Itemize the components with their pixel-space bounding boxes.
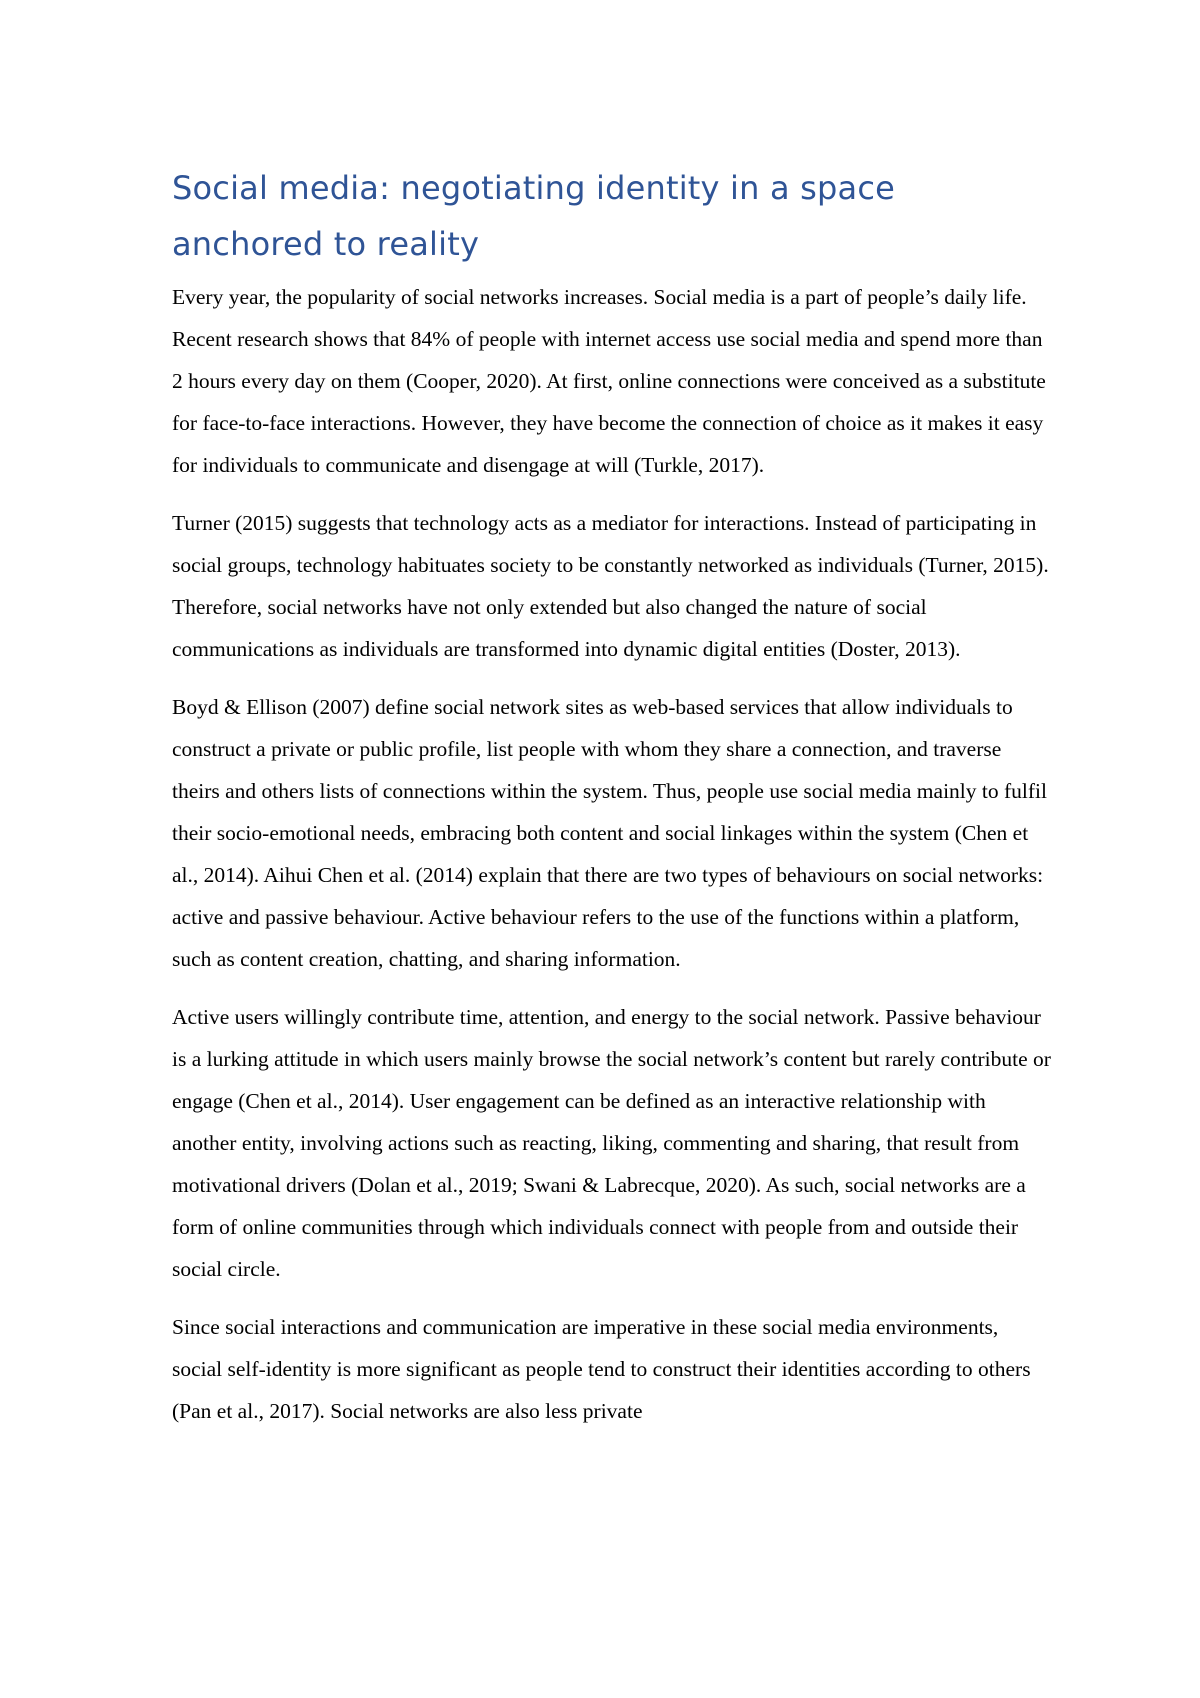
paragraph: Boyd & Ellison (2007) define social network sites as web-based services that allow individuals to construct a private or public profile, list people with whom they share a connection, and traverse theirs and others lists of connections within the system. Thus, people use social media mainly to fulfil their socio-emotional needs, embracing both content and social linkages within the system (Chen et al., 2014). Aihui Chen et al. (2014) explain that there are two types of behaviours on social networks: active and passive behaviour. Active behaviour refers to the use of the functions within a platform, such as content creation, chatting, and sharing information. bbox=[172, 695, 1047, 971]
document-body bbox=[172, 160, 1052, 1448]
paragraph: Active users willingly contribute time, attention, and energy to the social network. Passive behaviour is a lurking attitude in which users mainly browse the social network’s content but rarely contribute or engage (Chen et al., 2014). User engagement can be defined as an interactive relationship with another entity, involving actions such as reacting, liking, commenting and sharing, that result from motivational drivers (Dolan et al., 2019; Swani & Labrecque, 2020). As such, social networks are a form of online communities through which individuals connect with people from and outside their social circle. bbox=[172, 1005, 1051, 1281]
paragraph: Turner (2015) suggests that technology acts as a mediator for interactions. Instead of participating in social groups, technology habituates society to be constantly networked as individuals (Turner, 2015). Therefore, social networks have not only extended but also changed the nature of social communications as individuals are transformed into dynamic digital entities (Doster, 2013). bbox=[172, 511, 1049, 661]
paragraph: Since social interactions and communication are imperative in these social media environments, social self-identity is more significant as people tend to construct their identities according to others (Pan et al., 2017). Social networks are also less private bbox=[172, 1315, 1031, 1423]
paragraph: Every year, the popularity of social networks increases. Social media is a part of people’s daily life. Recent research shows that 84% of people with internet access use social media and spend more than 2 hours every day on them (Cooper, 2020). At first, online connections were conceived as a substitute for face-to-face interactions. However, they have become the connection of choice as it makes it easy for individuals to communicate and disengage at will (Turkle, 2017). bbox=[172, 285, 1046, 477]
page-title: Social media: negotiating identity in a space anchored to reality bbox=[172, 169, 896, 263]
